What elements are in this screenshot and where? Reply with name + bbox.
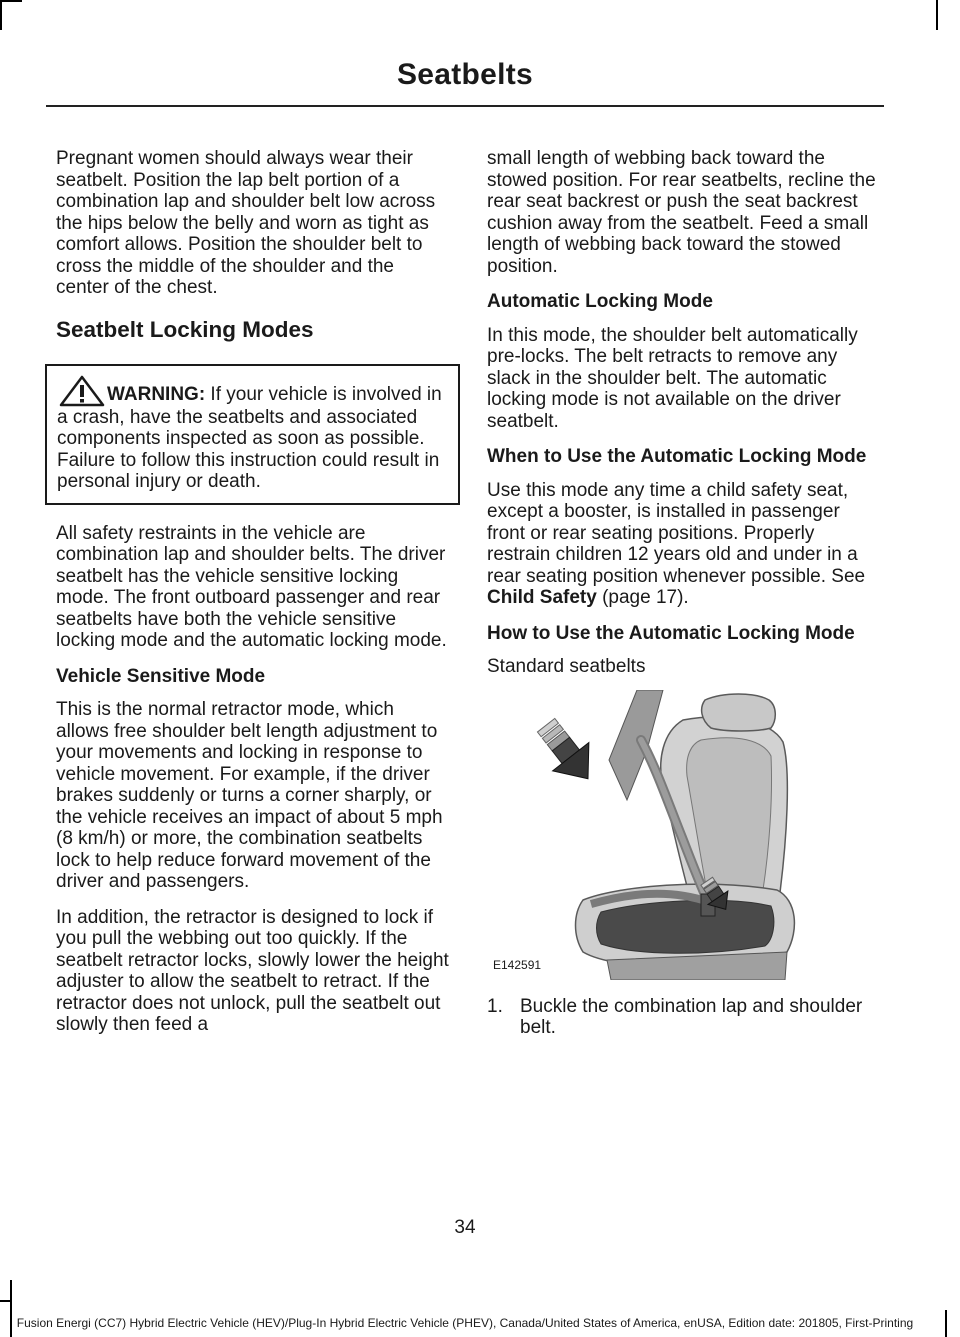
step-number: 1. <box>487 995 503 1017</box>
normal-mode-paragraph: This is the normal retractor mode, which allows free shoulder belt length adjustment to your movements and locking in response to vehicle movement. For example, if the driver brakes suddenly or turns a corner sharply, or the vehicle receives an impact of about 5 mph (8 km/h) or more, the combination seatbelts lock to help reduce forward movement of the driver and passengers. <box>56 699 443 892</box>
vehicle-sensitive-heading: Vehicle Sensitive Mode <box>56 665 266 687</box>
when-heading: When to Use the Automatic Locking Mode <box>487 446 867 467</box>
continued-paragraph: small length of webbing back toward the stowed position. For rear seatbelts, recline the rear seat backrest or push the seat backrest cushion away from the seatbelt. Feed a small length of webbing back toward the stowed position. <box>487 148 876 277</box>
pregnant-paragraph: Pregnant women should always wear their seatbelt. Position the lap belt portion of a combination lap and shoulder belt low across the hips below the belly and worn as tight as comfort allows. Position the shoulder belt to cross the middle of the shoulder and the center of the chest. <box>56 148 436 298</box>
crop-mark-top-left <box>0 0 2 30</box>
warning-triangle-icon <box>59 375 105 407</box>
seat-illustration <box>487 690 874 980</box>
page-title: Seatbelts <box>396 58 534 91</box>
right-column <box>487 148 882 1039</box>
automatic-paragraph: In this mode, the shoulder belt automatically pre-locks. The belt retracts to remove any slack in the shoulder belt. The automatic locking mode is not available on the driver seatbelt. <box>487 324 858 432</box>
header-divider <box>46 105 884 107</box>
page-number: 34 <box>454 1217 476 1238</box>
warning-label: WARNING: <box>107 383 206 405</box>
figure-id: E142591 <box>493 957 542 972</box>
list-item <box>487 996 882 1039</box>
child-safety-link[interactable]: Child Safety <box>487 587 597 608</box>
crop-mark-top-left-h <box>0 0 22 2</box>
warning-box <box>45 364 460 505</box>
crop-mark-top-right <box>936 0 938 30</box>
how-heading: How to Use the Automatic Locking Mode <box>487 622 855 644</box>
crop-mark-bottom-right <box>945 1310 947 1337</box>
footer-note: Fusion Energi (CC7) Hybrid Electric Vehicle (HEV)/Plug-In Hybrid Electric Vehicle (PHEV), Canada/United States of America, enUSA, Edition date: 201805, First-Printing <box>16 1316 914 1330</box>
retractor-paragraph: In addition, the retractor is designed to lock if you pull the webbing out too quickly. If the seatbelt retractor locks, slowly lower the height adjuster to allow the seatbelt to retract. If the retractor does not unlock, pull the seatbelt out slowly then feed a <box>56 906 449 1035</box>
standard-seatbelts-label: Standard seatbelts <box>487 656 646 677</box>
when-paragraph: Use this mode any time a child safety seat, except a booster, is installed in passenger front or rear seating positions. Properly restrain children 12 years old and under in a rear seating position whenever possible. See Child Safety (page 17). <box>487 479 866 608</box>
warning-text: If your vehicle is involved in a crash, have the seatbelts and associated components inspected as soon as possible. Failure to follow this instruction could result in personal injury or death. <box>57 383 442 492</box>
crop-mark-bottom-left-h <box>0 1300 10 1302</box>
seatbelt-figure <box>487 690 874 980</box>
locking-modes-heading: Seatbelt Locking Modes <box>56 316 314 342</box>
left-column <box>56 148 451 1050</box>
automatic-heading: Automatic Locking Mode <box>487 291 713 312</box>
restraints-paragraph: All safety restraints in the vehicle are combination lap and shoulder belts. The driver seatbelt has the vehicle sensitive locking mode. The front outboard passenger and rear seatbelts have both the vehicle sensitive locking mode and the automatic locking mode. <box>56 522 447 651</box>
step-text: Buckle the combination lap and shoulder belt. <box>520 995 863 1038</box>
